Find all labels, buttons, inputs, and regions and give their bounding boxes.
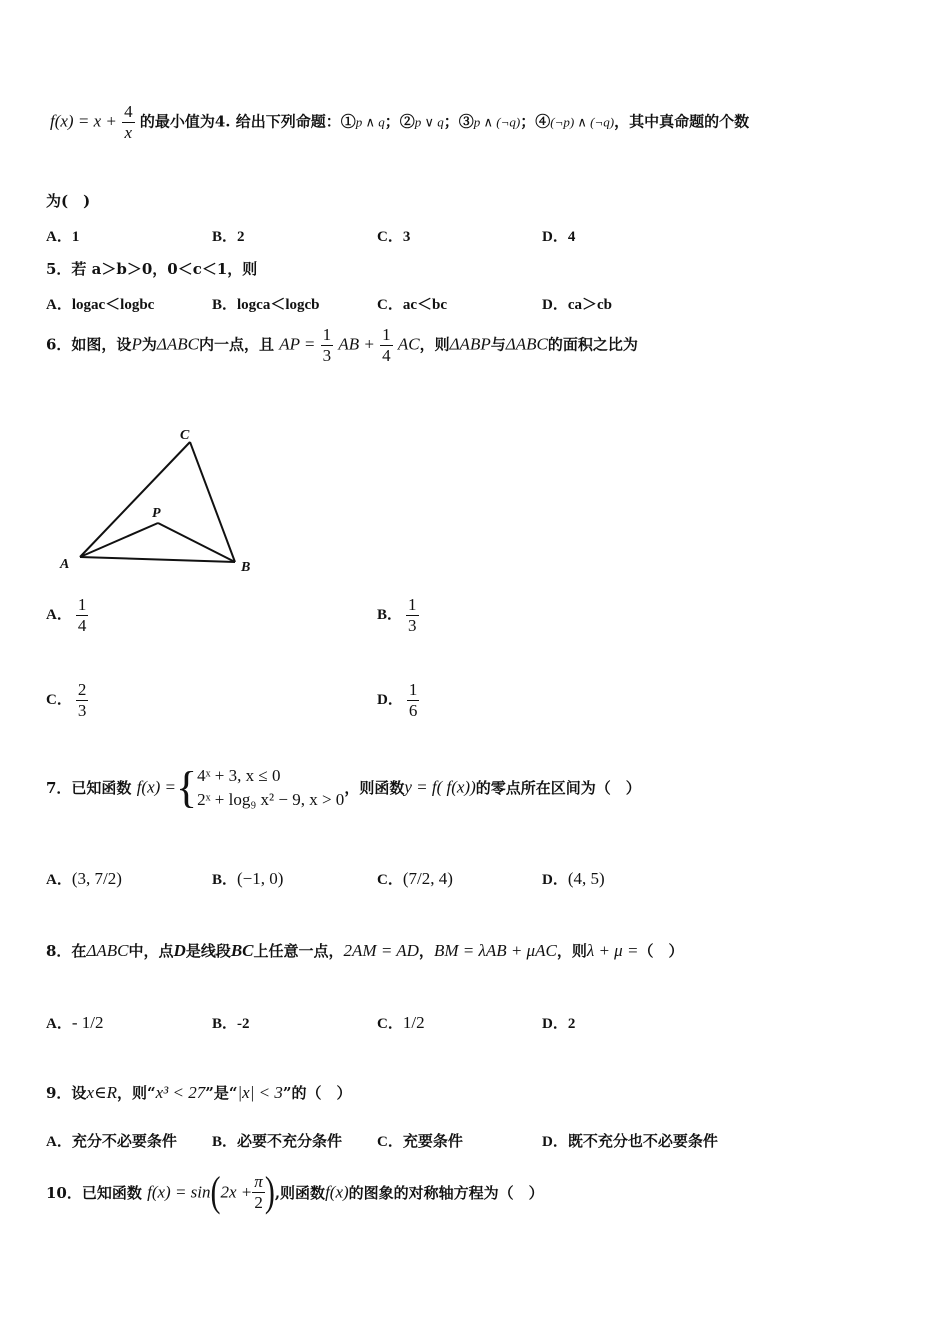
triangle-figure	[55, 425, 265, 580]
q8-eq2: BM = λAB + μAC	[433, 941, 557, 960]
q4-option-a[interactable]: A．1	[46, 229, 80, 245]
q9-option-b[interactable]: B．必要不充分条件	[212, 1134, 343, 1150]
q4-prop3: p ∧ (¬q)	[473, 114, 521, 130]
q4-line2: 为( )	[46, 192, 91, 210]
q5-option-d[interactable]: D．ca＞cb	[542, 297, 613, 313]
triangle-abc: ΔABC	[156, 334, 199, 354]
q8-option-c[interactable]: C．1/2	[377, 1013, 425, 1032]
vertex-b-label: B	[241, 560, 251, 575]
q4-line1	[50, 102, 749, 143]
q9-option-c[interactable]: C．充要条件	[377, 1134, 463, 1150]
q4-prop2: p ∨ q	[414, 114, 444, 130]
q4-text2: ，其中真命题的个数	[614, 112, 750, 131]
q10-stem: 10．已知函数 f(x) = sin(2x + $\frac{\pi}{2}$ ),则函数f(x)的图象的对称轴方程为（ ）	[46, 1168, 544, 1215]
q5-option-b[interactable]: B．logca＜logcb	[212, 297, 320, 313]
q8-eq1: 2AM = AD	[343, 941, 419, 960]
q8-option-d[interactable]: D．2	[542, 1016, 576, 1032]
q4-prop4: (¬p) ∧ (¬q)	[550, 114, 615, 130]
q7-case2: 2ˣ + log₉ x² − 9, x > 0	[197, 789, 345, 809]
q4-prop1: p ∧ q	[355, 114, 385, 130]
q4-option-b[interactable]: B．2	[212, 229, 245, 245]
q4-fraction: $\frac{4}{x}$	[124, 102, 133, 142]
q8-option-b[interactable]: B．-2	[212, 1016, 250, 1032]
q4-option-d[interactable]: D．4	[542, 229, 576, 245]
q5-stem: 5．若 a＞b＞0，0＜c＜1，则	[46, 260, 258, 278]
q4-sep2: ；③	[443, 112, 474, 131]
q7-option-a[interactable]: A．(3, 7/2)	[46, 869, 122, 888]
q7-option-d[interactable]: D．(4, 5)	[542, 869, 605, 888]
q9-option-d[interactable]: D．既不充分也不必要条件	[542, 1134, 718, 1150]
q4-sep1: ；②	[384, 112, 415, 131]
q4-sep3: ；④	[520, 112, 551, 131]
q4-text1: 的最小值为4. 给出下列命题：①	[139, 112, 356, 131]
q7-option-c[interactable]: C．(7/2, 4)	[377, 869, 453, 888]
q8-option-a[interactable]: A．- 1/2	[46, 1013, 104, 1032]
q6-option-a[interactable]: A． $\frac{1}{4}$	[46, 595, 87, 635]
q5-option-c[interactable]: C．ac＜bc	[377, 297, 448, 313]
q9-option-a[interactable]: A．充分不必要条件	[46, 1134, 177, 1150]
q5-option-a[interactable]: A．logac＜logbc	[46, 297, 155, 313]
q4-function: f(x) = x +	[50, 111, 117, 131]
q9-stem: 9．设x∈R，则“x³ < 27”是“|x| < 3”的（ ）	[46, 1083, 352, 1102]
vertex-p-label: P	[152, 506, 161, 521]
q7-option-b[interactable]: B．(−1, 0)	[212, 869, 284, 888]
vertex-a-label: A	[60, 557, 70, 572]
q8-stem: 8．在ΔABC中，点D是线段BC上任意一点，2AM = AD，BM = λAB + μAC，则λ + μ =（ ）	[46, 941, 684, 960]
q6-option-b[interactable]: B． $\frac{1}{3}$	[377, 595, 417, 635]
q7-stem: 7．已知函数 f(x) ={ 4ˣ + 3, x ≤ 0 2ˣ + log₉ x² − 9, x > 0 ，则函数y = f( f(x))的零点所在区间为（ ）	[46, 763, 641, 812]
vertex-c-label: C	[180, 428, 190, 443]
q6-stem: 6．如图，设P为ΔABC内一点，且 AP = $\frac{1}{3}$ AB + $\frac{1}{4}$ AC，则ΔABP与ΔABC的面积之比为	[46, 325, 638, 365]
q7-case1: 4ˣ + 3, x ≤ 0	[197, 765, 281, 785]
q6-option-d[interactable]: D． $\frac{1}{6}$	[377, 680, 418, 720]
q4-option-c[interactable]: C．3	[377, 229, 411, 245]
q6-option-c[interactable]: C． $\frac{2}{3}$	[46, 680, 87, 720]
point-p: P	[131, 334, 142, 354]
